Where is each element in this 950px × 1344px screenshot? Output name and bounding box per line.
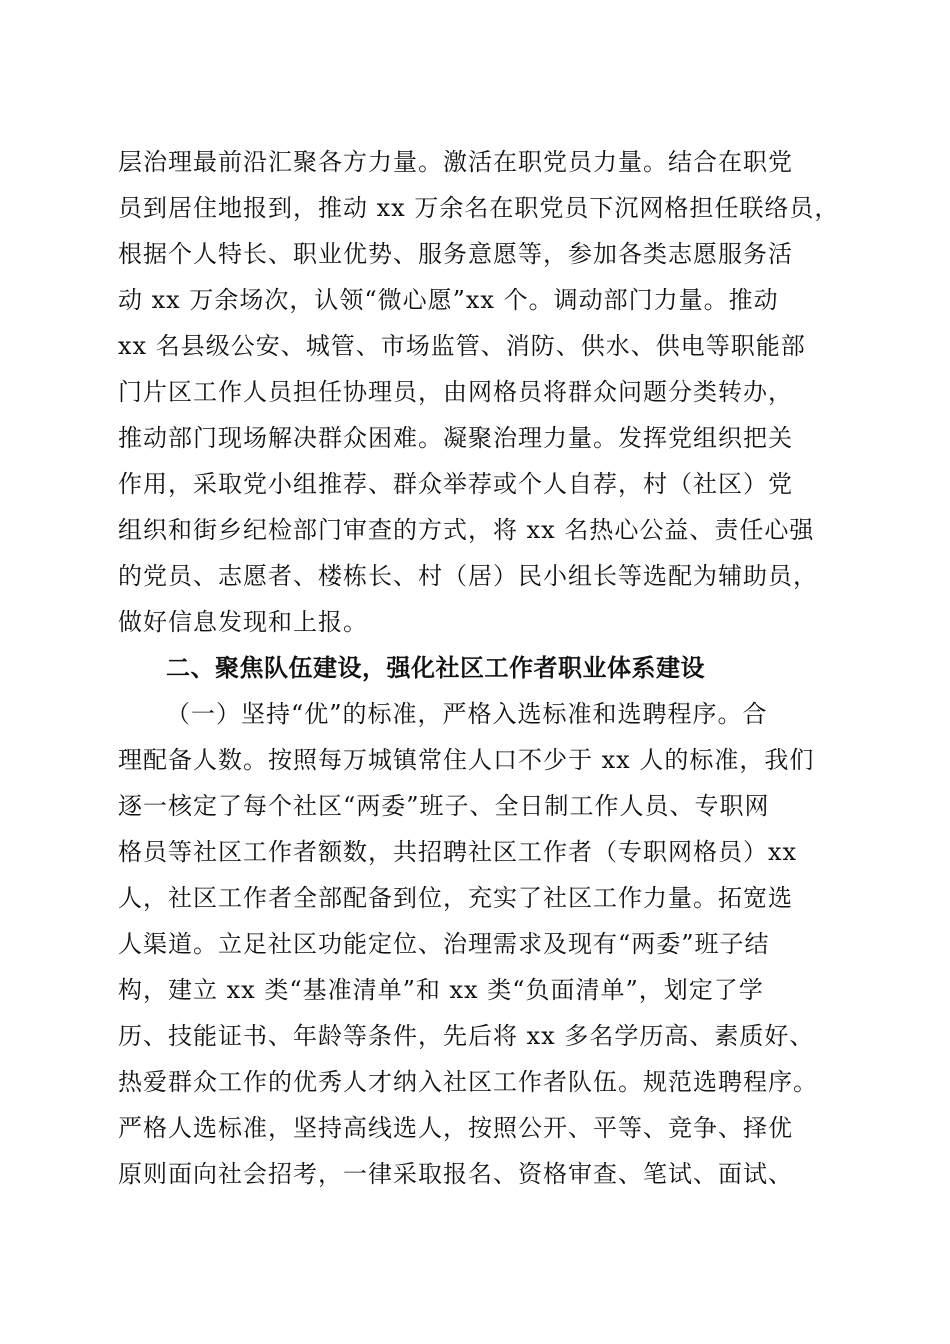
text-line: 逐一核定了每个社区“两委”班子、全日制工作人员、专职网 bbox=[118, 792, 770, 820]
text-line: 根据个人特长、职业优势、服务意愿等，参加各类志愿服务活 bbox=[118, 240, 793, 268]
text-line: 门片区工作人员担任协理员，由网格员将群众问题分类转办， bbox=[118, 378, 793, 406]
text-line: 员到居住地报到，推动 xx 万余名在职党员下沉网格担任联络员， bbox=[118, 194, 840, 222]
text-line: 推动部门现场解决群众困难。凝聚治理力量。发挥党组织把关 bbox=[118, 424, 793, 452]
text-line: 组织和街乡纪检部门审查的方式，将 xx 名热心公益、责任心强 bbox=[118, 516, 815, 544]
text-line: 格员等社区工作者额数，共招聘社区工作者（专职网格员）xx bbox=[118, 838, 798, 866]
section-heading: 二、聚焦队伍建设，强化社区工作者职业体系建设 bbox=[166, 654, 705, 682]
text-line: 做好信息发现和上报。 bbox=[118, 608, 368, 636]
text-line: 的党员、志愿者、楼栋长、村（居）民小组长等选配为辅助员， bbox=[118, 562, 818, 590]
text-line: 热爱群众工作的优秀人才纳入社区工作者队伍。规范选聘程序。 bbox=[118, 1068, 818, 1096]
text-line: 人，社区工作者全部配备到位，充实了社区工作力量。拓宽选 bbox=[118, 884, 793, 912]
text-line: xx 名县级公安、城管、市场监管、消防、供水、供电等职能部 bbox=[118, 332, 806, 360]
text-line: 理配备人数。按照每万城镇常住人口不少于 xx 人的标准，我们 bbox=[118, 746, 815, 774]
text-line: （一）坚持“优”的标准，严格入选标准和选聘程序。合 bbox=[166, 700, 768, 728]
text-line: 层治理最前沿汇聚各方力量。激活在职党员力量。结合在职党 bbox=[118, 148, 793, 176]
text-line: 动 xx 万余场次，认领“微心愿”xx 个。调动部门力量。推动 bbox=[118, 286, 779, 314]
text-line: 历、技能证书、年龄等条件，先后将 xx 多名学历高、素质好、 bbox=[118, 1022, 815, 1050]
text-line: 严格人选标准，坚持高线选人，按照公开、平等、竞争、择优 bbox=[118, 1114, 793, 1142]
text-line: 人渠道。立足社区功能定位、治理需求及现有“两委”班子结 bbox=[118, 930, 770, 958]
text-line: 作用，采取党小组推荐、群众举荐或个人自荐，村（社区）党 bbox=[118, 470, 793, 498]
text-line: 构，建立 xx 类“基准清单”和 xx 类“负面清单”，划定了学 bbox=[118, 976, 764, 1004]
text-line: 原则面向社会招考，一律采取报名、资格审查、笔试、面试、 bbox=[118, 1160, 793, 1188]
